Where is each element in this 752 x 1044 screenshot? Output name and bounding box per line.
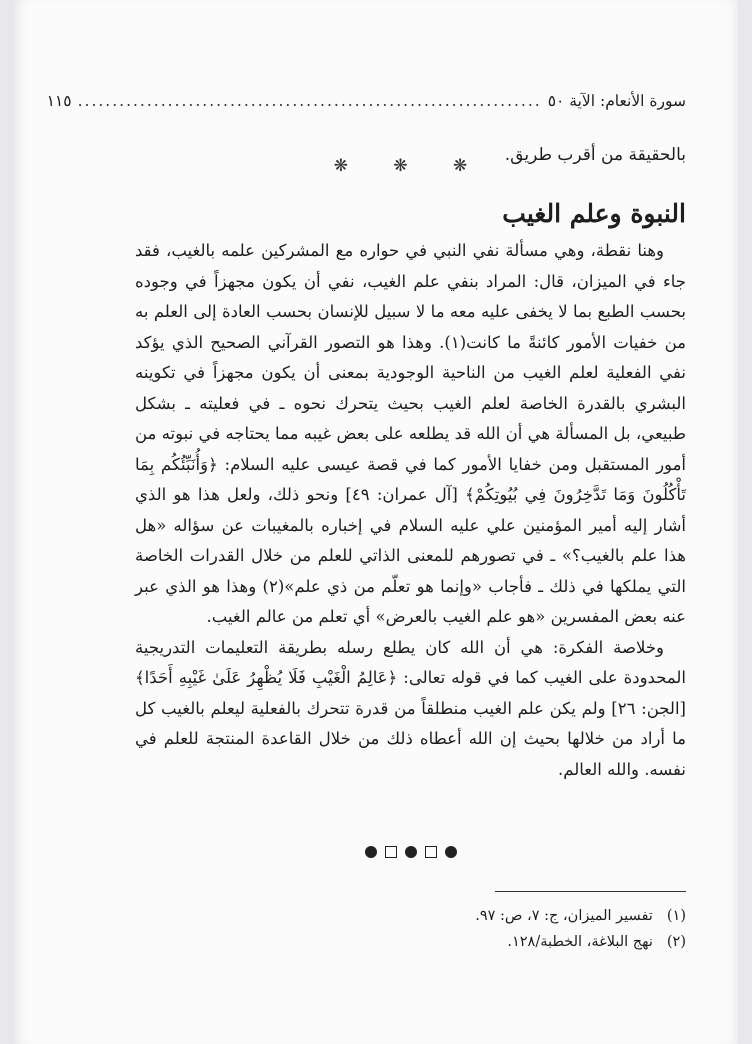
filled-circle-mark [365,846,377,858]
header-leader-dots: ................................................................... [77,92,542,110]
book-page [14,0,738,1044]
hollow-square-mark [385,846,397,858]
footnote-text: تفسير الميزان، ج: ٧، ص: ٩٧. [475,908,653,924]
footnote [135,929,686,955]
footnote-text: نهج البلاغة، الخطبة/١٢٨. [507,934,653,950]
footnote-number: (٢) [666,934,686,950]
filled-circle-mark [405,846,417,858]
page-content [46,0,686,1044]
paragraph: وهنا نقطة، وهي مسألة نفي النبي في حواره مع المشركين علمه بالغيب، فقد جاء في الميزان، قال: المراد بنفي علم الغيب، نفي أن يكون مجهزاً في وجوده بحسب الطبع بما لا يخفى عليه معه ما لا سبيل للإنسان بحسب العادة إلى العلم به من خفيات الأمور كائنةً ما كانت(١). وهذا هو التصور القرآني الصحيح الذي يؤكد نفي الفعلية لعلم الغيب من الناحية الوجودية بمعنى أن يكون مجهزاً في تكوينه البشري بالقدرة الخاصة لعلم الغيب بحيث يتحرك نحوه ـ في فعليته ـ بشكل طبيعي، بل المسألة هي أن الله قد يطلعه على بعض غيبه مما يحتاجه في نبوته من أمور المستقبل ومن خفايا الأمور كما في قصة عيسى عليه السلام: ﴿وَأُنَبِّئُكُم بِمَا تَأْكُلُونَ وَمَا تَدَّخِرُونَ فِي بُيُوتِكُمْ﴾ [آل عمران: ٤٩] ونحو ذلك، ولعل هذا هو الذي أشار إليه أمير المؤمنين علي عليه السلام في إخباره بالمغيبات عن سؤاله «هل هذا علم بالغيب؟» ـ في تصورهم للمعنى الذاتي للعلم من خلال القدرات الخاصة التي يملكها في ذلك ـ فأجاب «وإنما هو تعلّم من ذي علم»(٢) وهذا هو الذي عبر عنه بعض المفسرين «هو علم الغيب بالعرض» أي تعلم من عالم الغيب. [135,241,686,626]
opening-line: بالحقيقة من أقرب طريق. [504,145,686,165]
footnote [135,903,686,929]
paragraph: وخلاصة الفكرة: هي أن الله كان يطلع رسله بطريقة التعليمات التدريجية المحدودة على الغيب كما في قوله تعالى: ﴿عَالِمُ الْغَيْبِ فَلَا يُظْهِرُ عَلَىٰ غَيْبِهِ أَحَدًا﴾ [الجن: ٢٦] ولم يكن علم الغيب منطلقاً من قدرة تتحرك بالفعلية ليعلم بالغيب كل ما أراد من خلالها بحيث إن الله أعطاه ذلك من خلال القاعدة المنتجة للعلم في نفسه. والله العالم. [135,637,686,779]
hollow-square-mark [425,846,437,858]
section-heading: النبوة وعلم الغيب [502,199,686,228]
page-number: ١١٥ [46,92,72,110]
section-ornament: ❋ ❋ ❋ [333,156,488,176]
running-header [46,92,686,116]
body-text [135,236,686,785]
footnote-number: (١) [666,908,686,924]
footnote-divider [495,891,686,892]
filled-circle-mark [445,846,457,858]
footnotes [135,903,686,955]
header-title: سورة الأنعام: الآية ٥٠ [547,92,686,110]
end-ornament [135,846,686,858]
